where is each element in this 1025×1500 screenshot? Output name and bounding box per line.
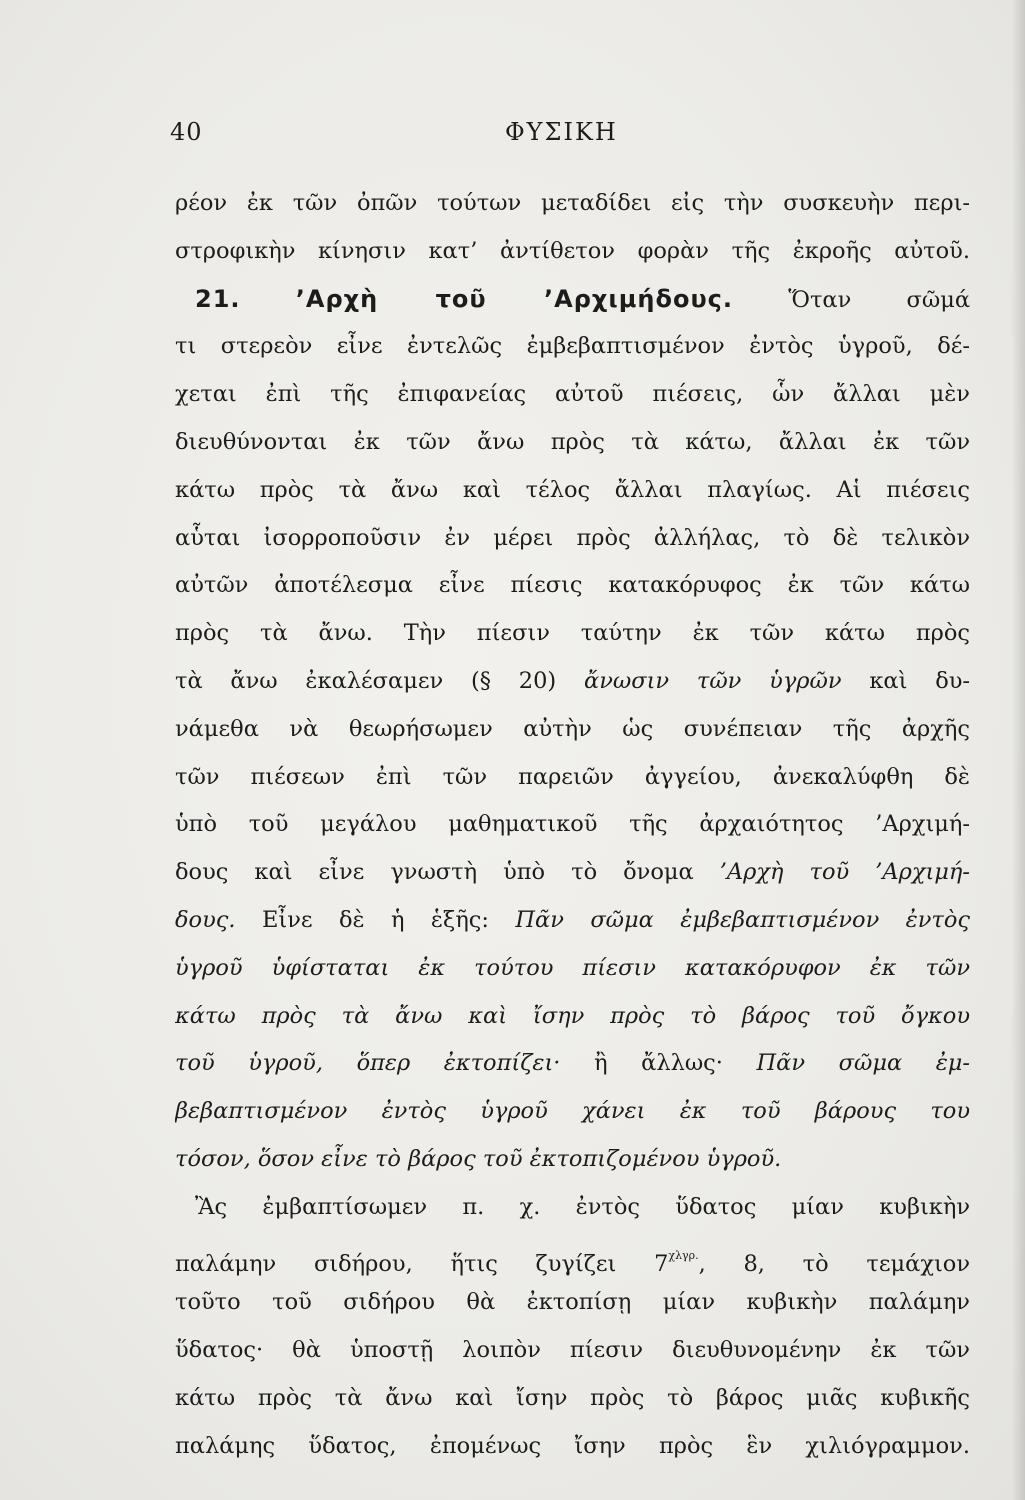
text-line: αὗται ἰσορροποῦσιν ἐν μέρει πρὸς ἀλλήλας, τὸ δὲ τελικὸν [175,524,970,551]
italic-principle-line: βεβαπτισμένον ἐντὸς ὑγροῦ χάνει ἐκ τοῦ βάρους του [175,1098,970,1125]
text-line: νάμεθα νὰ θεωρήσωμεν αὐτὴν ὡς συνέπειαν τῆς ἀρχῆς [175,715,970,742]
text-span: ἢ ἄλλως· [594,1050,723,1077]
text-line: παλάμης ὕδατος, ἐπομένως ἴσην πρὸς ἓν χιλιόγραμμον. [175,1432,970,1459]
text-span: παλάμην σιδήρου, ἥτις ζυγίζει 7 [175,1250,669,1277]
text-line: χεται ἐπὶ τῆς ἐπιφανείας αὐτοῦ πιέσεις, ὧν ἄλλαι μὲν [175,381,970,408]
text-span: Ὅταν σῶμά [788,286,970,313]
text-line: στροφικὴν κίνησιν κατ’ ἀντίθετον φορὰν τῆς ἐκροῆς αὐτοῦ. [175,237,970,264]
text-line: διευθύνονται ἐκ τῶν ἄνω πρὸς τὰ κάτω, ἄλλαι ἐκ τῶν [175,428,970,455]
text-span: δους καὶ εἶνε γνωστὴ ὑπὸ τὸ ὄνομα [175,859,694,886]
text-line: ρέον ἐκ τῶν ὀπῶν τούτων μεταδίδει εἰς τὴν συσκευὴν περι- [175,190,970,216]
paragraph-start-line: Ἂς ἐμβαπτίσωμεν π. χ. ἐντὸς ὕδατος μίαν κυβικὴν [195,1193,970,1220]
page-number: 40 [170,118,203,146]
text-line: τῶν πιέσεων ἐπὶ τῶν παρειῶν ἀγγείου, ἀνεκαλύφθη δὲ [175,763,970,790]
text-line: πρὸς τὰ ἄνω. Τὴν πίεσιν ταύτην ἐκ τῶν κάτω πρὸς [175,620,970,647]
italic-principle-line: κάτω πρὸς τὰ ἄνω καὶ ἴσην πρὸς τὸ βάρος τοῦ ὄγκου [175,1002,970,1029]
text-line [175,897,970,945]
text-line: τοῦτο τοῦ σιδήρου θὰ ἐκτοπίσῃ μίαν κυβικὴν παλάμην [175,1289,970,1316]
text-line: κάτω πρὸς τὰ ἄνω καὶ ἴσην πρὸς τὸ βάρος μιᾶς κυβικῆς [175,1384,970,1411]
text-span: τὰ ἄνω ἐκαλέσαμεν (§ 20) [175,667,557,694]
italic-principle: Πᾶν σῶμα ἐμ- [756,1050,970,1077]
text-line: αὐτῶν ἀποτέλεσμα εἶνε πίεσις κατακόρυφος ἐκ τῶν κάτω [175,572,970,599]
text-span: Εἶνε δὲ ἡ ἑξῆς: [261,906,489,933]
italic-principle-line: τόσον, ὅσον εἶνε τὸ βάρος τοῦ ἐκτοπιζομένου ὑγροῦ. [175,1145,782,1172]
page-header [170,118,970,158]
text-line: κάτω πρὸς τὰ ἄνω καὶ τέλος ἄλλαι πλαγίως. Αἱ πιέσεις [175,476,970,503]
body-text [175,180,970,1471]
text-line: ὑπὸ τοῦ μεγάλου μαθηματικοῦ τῆς ἀρχαιότητος ’Αρχιμή- [175,811,970,838]
italic-principle: Πᾶν σῶμα ἐμβεβαπτισμένον ἐντὸς [515,906,970,933]
italic-term: ἄνωσιν τῶν ὑγρῶν [584,667,842,694]
italic-term: δους. [175,906,236,933]
text-line [175,1232,970,1280]
italic-principle: τοῦ ὑγροῦ, ὅπερ ἐκτοπίζει· [175,1050,561,1077]
text-line [175,658,970,706]
unit-superscript: χλγρ. [668,1248,699,1262]
page-spine-shadow [1011,0,1025,1500]
italic-principle-line: ὑγροῦ ὑφίσταται ἐκ τούτου πίεσιν κατακόρυφον ἐκ τῶν [175,954,970,981]
section-number: 21. [195,284,241,313]
text-line [175,1040,970,1088]
running-title: ΦΥΣΙΚΗ [505,118,618,146]
text-line: ὕδατος· θὰ ὑποστῇ λοιπὸν πίεσιν διευθυνομένην ἐκ τῶν [175,1337,970,1364]
italic-term: ’Αρχὴ τοῦ ’Αρχιμή- [719,859,970,886]
text-span: , 8, τὸ τεμάχιον [698,1250,970,1277]
section-heading-line [175,276,970,324]
text-span: καὶ δυ- [869,667,970,694]
text-line [175,849,970,897]
section-title: ’Αρχὴ τοῦ ’Αρχιμήδους. [295,284,734,313]
text-line: τι στερεὸν εἶνε ἐντελῶς ἐμβεβαπτισμένον ἐντὸς ὑγροῦ, δέ- [175,333,970,360]
